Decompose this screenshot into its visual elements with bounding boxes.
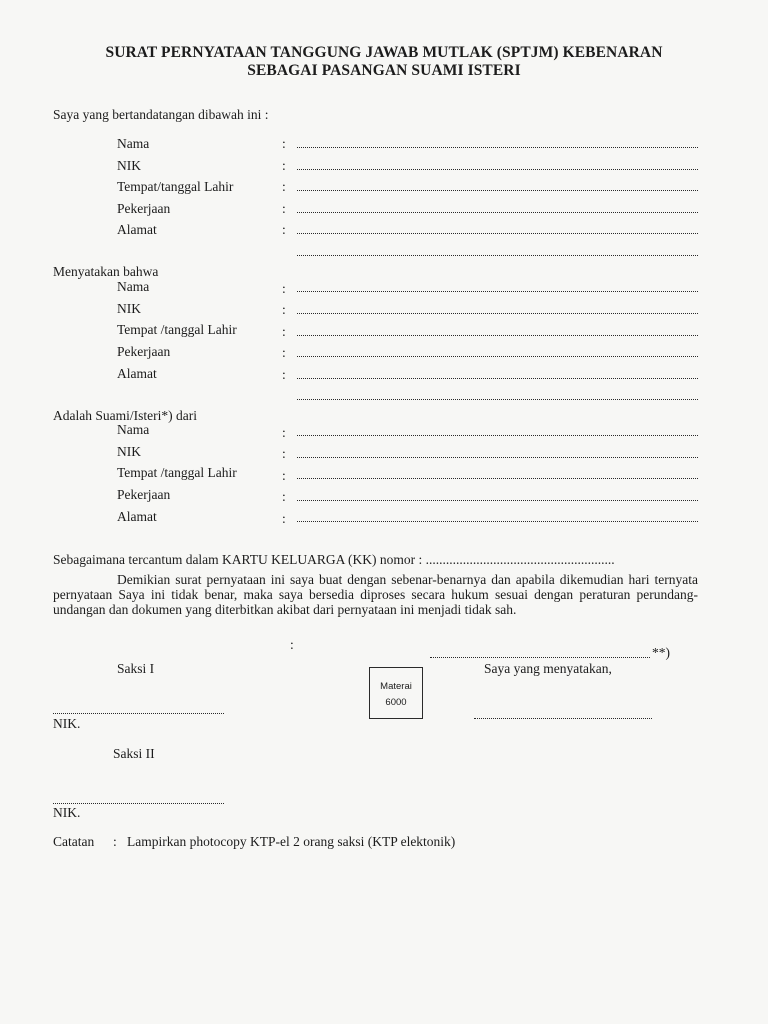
field-colon: : <box>282 222 286 237</box>
field-line-nik[interactable] <box>297 313 698 314</box>
field-colon: : <box>282 281 286 296</box>
field-colon: : <box>282 511 286 526</box>
field-line-job[interactable] <box>297 500 698 501</box>
document-title-line-2: SEBAGAI PASANGAN SUAMI ISTERI <box>247 62 521 79</box>
field-label-address: Alamat <box>117 222 157 237</box>
field-line-job[interactable] <box>297 356 698 357</box>
field-colon: : <box>282 425 286 440</box>
field-line-address[interactable] <box>297 521 698 522</box>
field-label-nama: Nama <box>117 422 150 437</box>
field-label-address: Alamat <box>117 366 157 381</box>
field-line-address[interactable] <box>297 378 698 379</box>
field-label-nik: NIK <box>117 444 141 459</box>
field-colon: : <box>282 302 286 317</box>
field-label-nik: NIK <box>117 158 141 173</box>
field-label-birth: Tempat /tanggal Lahir <box>117 465 237 480</box>
field-colon: : <box>282 468 286 483</box>
note-colon: : <box>113 834 117 849</box>
witness-1-signature-line[interactable] <box>53 713 224 714</box>
field-label-address: Alamat <box>117 509 157 524</box>
field-line-address-2[interactable] <box>297 255 698 256</box>
field-label-nik: NIK <box>117 301 141 316</box>
field-line-birth[interactable] <box>297 335 698 336</box>
field-label-birth: Tempat /tanggal Lahir <box>117 322 237 337</box>
kk-number-line: Sebagaimana tercantum dalam KARTU KELUARGA (KK) nomor : ........................................................ <box>53 552 615 567</box>
place-date-line[interactable] <box>430 657 650 658</box>
place-date-colon: : <box>290 637 294 652</box>
witness-2-label: Saksi II <box>113 746 155 761</box>
field-line-nik[interactable] <box>297 457 698 458</box>
field-line-address[interactable] <box>297 233 698 234</box>
field-colon: : <box>282 367 286 382</box>
note-text: Lampirkan photocopy KTP-el 2 orang saksi (KTP elektonik) <box>127 834 456 849</box>
field-colon: : <box>282 489 286 504</box>
declarer-label: Saya yang menyatakan, <box>484 661 612 676</box>
field-line-birth[interactable] <box>297 190 698 191</box>
place-date-suffix: **) <box>652 645 670 660</box>
field-colon: : <box>282 201 286 216</box>
section-heading: Adalah Suami/Isteri*) dari <box>53 408 197 423</box>
witness-1-label: Saksi I <box>117 661 155 676</box>
intro-text: Saya yang bertandatangan dibawah ini : <box>53 107 269 122</box>
statement-paragraph: Demikian surat pernyataan ini saya buat dengan sebenar-benarnya dan apabila dikemudian hari ternyata pernyataan Saya ini tidak benar, maka saya bersedia diproses secara hukum sesuai dengan peraturan perundang-undangan dan dokumen yang diterbitkan akibat dari pernyataan ini menjadi tidak sah. <box>53 572 698 617</box>
field-line-nama[interactable] <box>297 291 698 292</box>
witness-2-signature-line[interactable] <box>53 803 224 804</box>
field-label-nama: Nama <box>117 136 150 151</box>
stamp-duty-box <box>369 667 423 719</box>
field-label-birth: Tempat/tanggal Lahir <box>117 179 234 194</box>
field-label-job: Pekerjaan <box>117 344 171 359</box>
field-colon: : <box>282 446 286 461</box>
field-line-nama[interactable] <box>297 435 698 436</box>
field-label-nama: Nama <box>117 279 150 294</box>
field-line-birth[interactable] <box>297 478 698 479</box>
declarer-signature-line[interactable] <box>474 718 652 719</box>
witness-1-nik-label: NIK. <box>53 716 81 731</box>
field-colon: : <box>282 345 286 360</box>
field-colon: : <box>282 158 286 173</box>
note-label: Catatan <box>53 834 95 849</box>
field-colon: : <box>282 179 286 194</box>
stamp-duty-value: 6000 <box>385 697 407 708</box>
witness-2-nik-label: NIK. <box>53 805 81 820</box>
field-colon: : <box>282 324 286 339</box>
field-colon: : <box>282 136 286 151</box>
field-line-job[interactable] <box>297 212 698 213</box>
document-title-line-1: SURAT PERNYATAAN TANGGUNG JAWAB MUTLAK (SPTJM) KEBENARAN <box>105 44 663 61</box>
section-heading: Menyatakan bahwa <box>53 264 159 279</box>
stamp-duty-label: Materai <box>380 681 412 692</box>
field-label-job: Pekerjaan <box>117 201 171 216</box>
field-line-address-2[interactable] <box>297 399 698 400</box>
field-label-job: Pekerjaan <box>117 487 171 502</box>
field-line-nama[interactable] <box>297 147 698 148</box>
field-line-nik[interactable] <box>297 169 698 170</box>
